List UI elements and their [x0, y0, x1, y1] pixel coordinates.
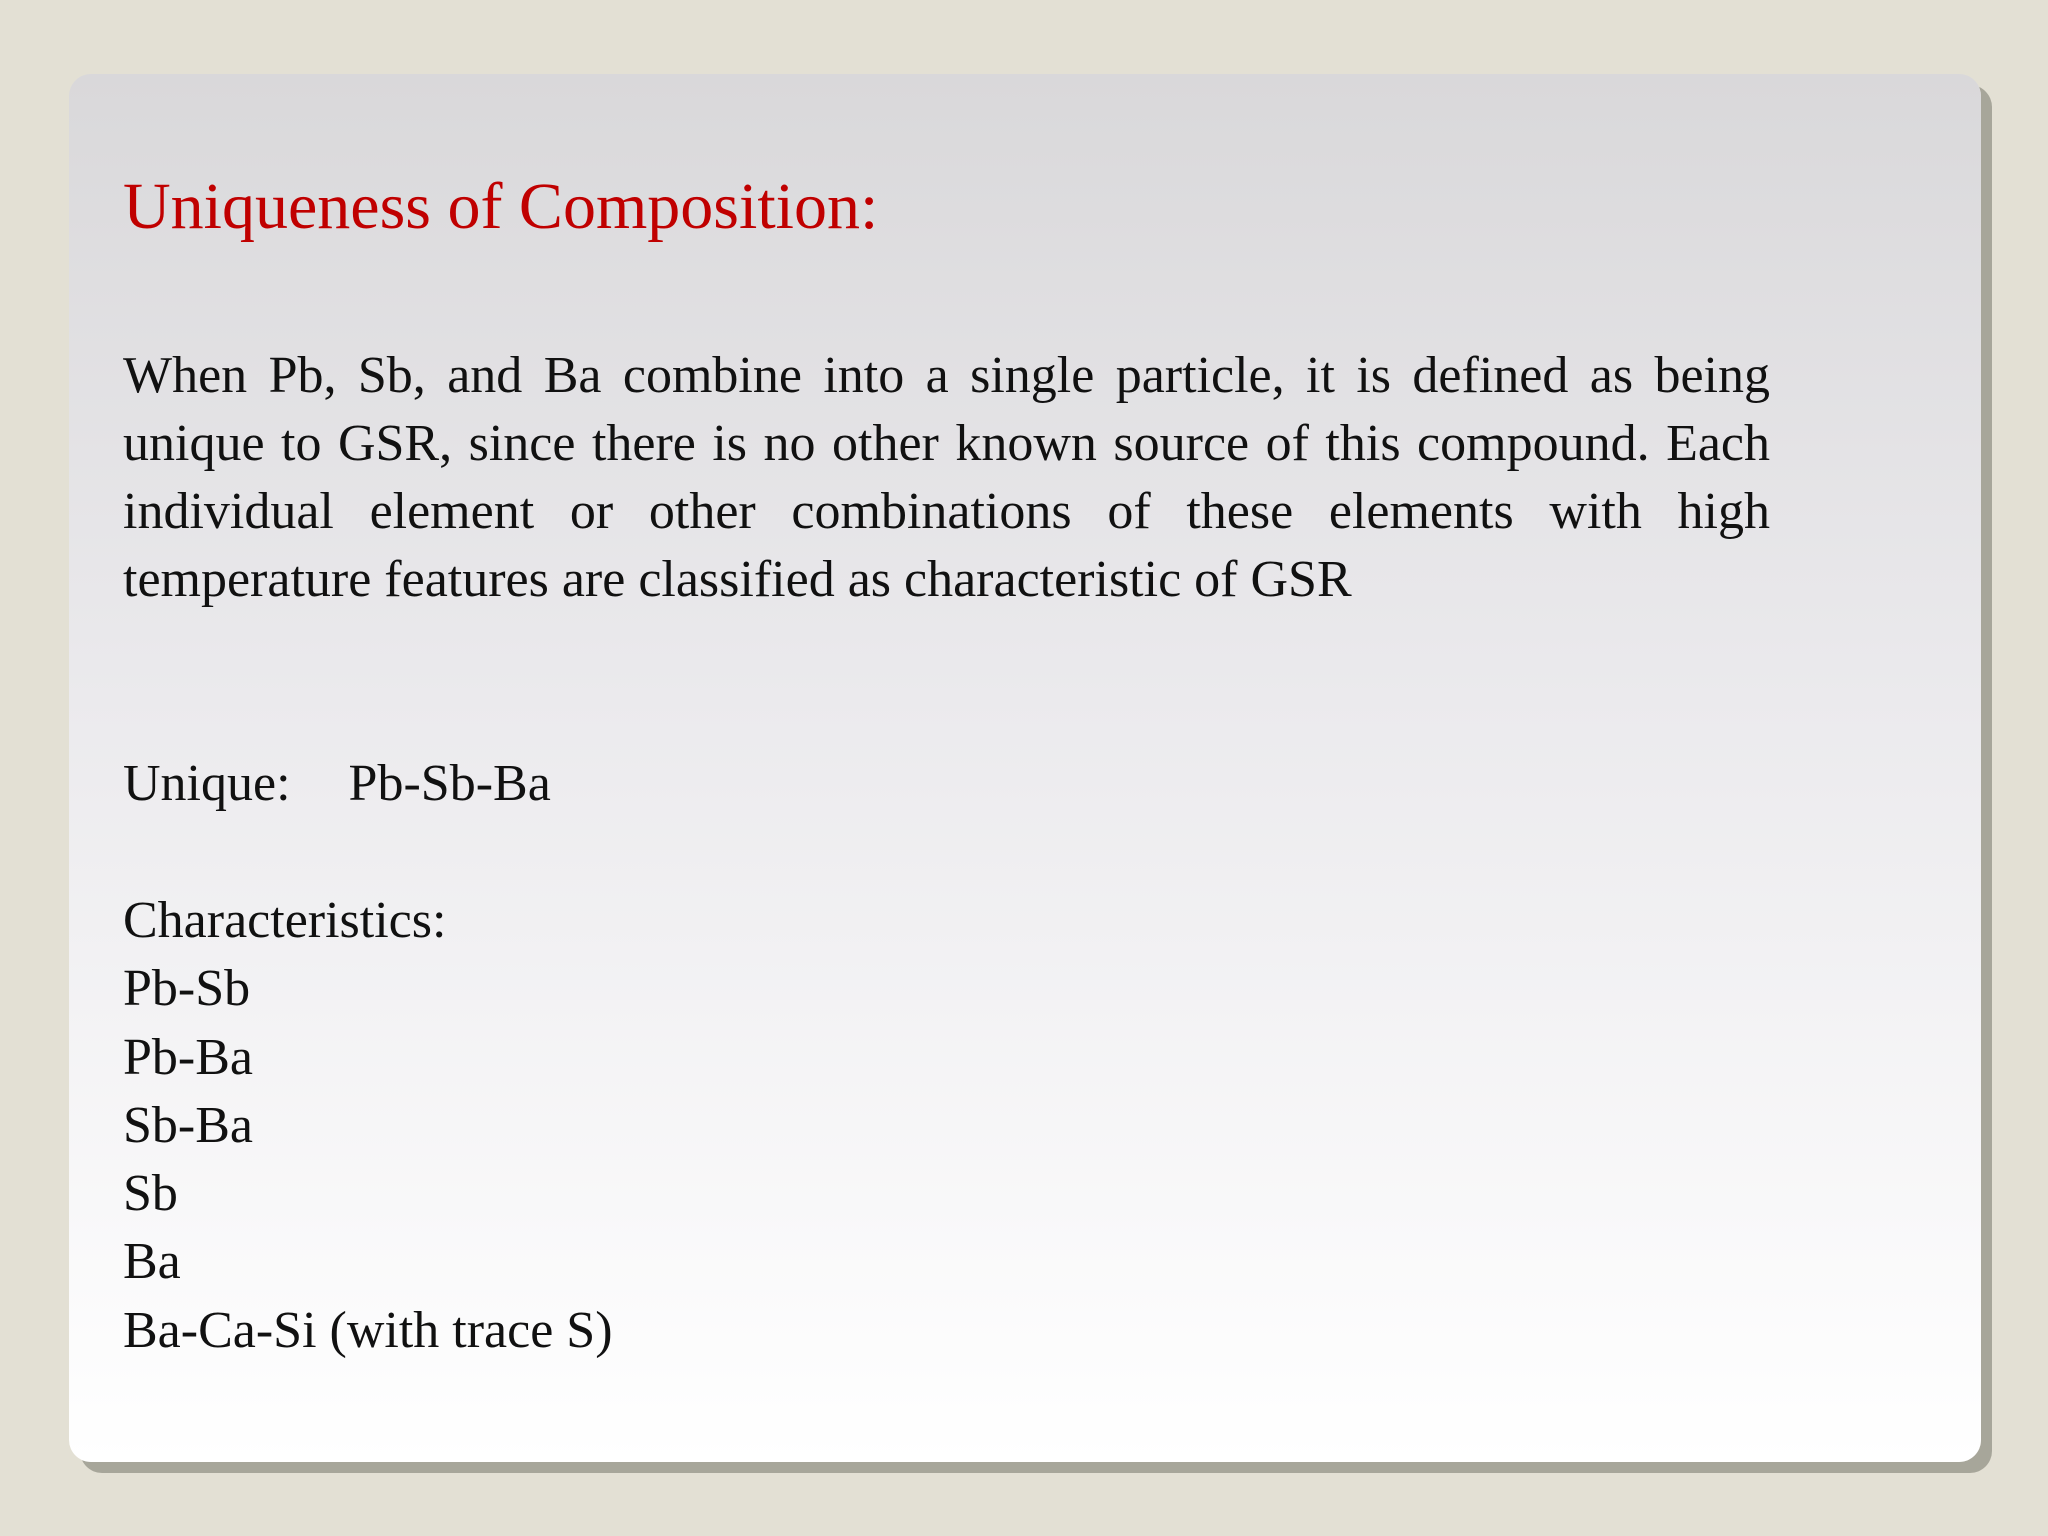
unique-label: Unique:: [123, 755, 291, 812]
slide: [69, 74, 1981, 1462]
characteristic-item: Ba-Ca-Si (with trace S): [123, 1301, 613, 1359]
unique-line: [123, 750, 551, 818]
unique-value: Pb-Sb-Ba: [348, 755, 551, 812]
body-paragraph: When Pb, Sb, and Ba combine into a single particle, it is defined as being unique to GSR, since there is no other known source of this compound. Each individual element or other combinations of these elements with high temperature features are classified as characteristic of GSR: [123, 347, 1770, 608]
characteristics-label: Characteristics:: [123, 892, 447, 949]
characteristic-item: Ba: [123, 1233, 181, 1291]
characteristic-item: Sb: [123, 1165, 178, 1223]
characteristic-item: Pb-Ba: [123, 1028, 253, 1086]
slide-title: Uniqueness of Composition:: [123, 170, 879, 243]
characteristics-block: [123, 887, 613, 1365]
characteristic-item: Pb-Sb: [123, 960, 251, 1018]
characteristic-item: Sb-Ba: [123, 1096, 253, 1154]
